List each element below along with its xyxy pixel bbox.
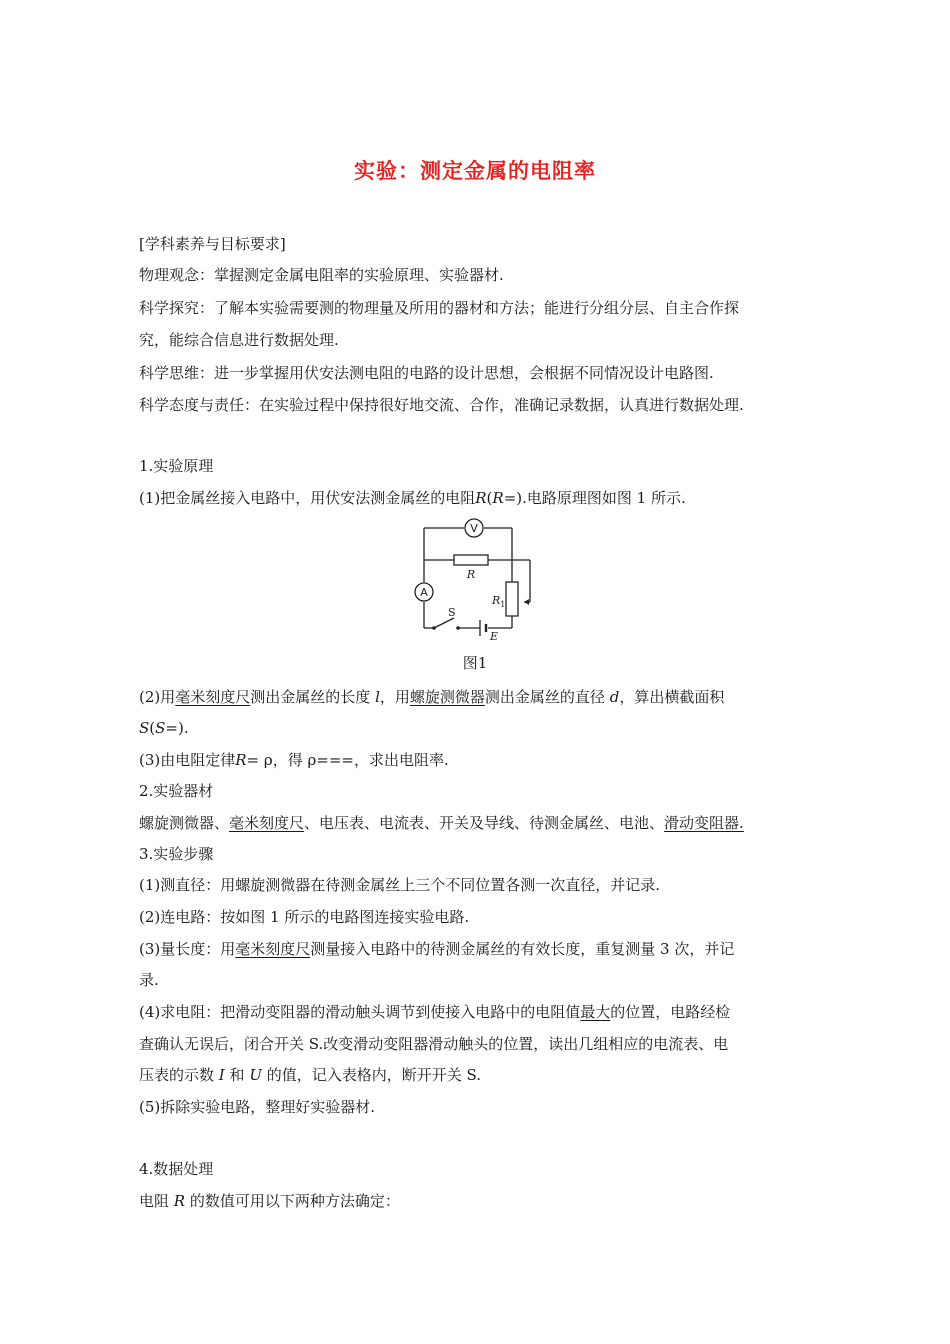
- step-3-cont: 录.: [139, 971, 159, 989]
- svg-text:A: A: [420, 586, 428, 599]
- figure-caption: 图1: [462, 654, 488, 672]
- switch-contact: [456, 626, 460, 630]
- switch-contact: [432, 626, 436, 630]
- principle-paragraph-1: (1)把金属丝接入电路中，用伏安法测金属丝的电阻R(R=).电路原理图如图 1 所示.: [139, 489, 686, 507]
- page-title: 实验：测定金属的电阻率: [354, 159, 596, 183]
- step-2: (2)连电路：按如图 1 所示的电路图连接实验电路.: [139, 908, 470, 926]
- resistor-label: R: [466, 568, 476, 581]
- goal-scientific-inquiry-cont: 究，能综合信息进行数据处理.: [139, 331, 339, 349]
- step-1: (1)测直径：用螺旋测微器在待测金属丝上三个不同位置各测一次直径，并记录.: [139, 876, 661, 894]
- rheostat-label: $R_1$: [492, 594, 506, 609]
- equipment-list: 螺旋测微器、毫米刻度尺、电压表、电流表、开关及导线、待测金属丝、电池、滑动变阻器.: [139, 814, 744, 832]
- step-4-cont: 查确认无误后，闭合开关 S.改变滑动变阻器滑动触头的位置，读出几组相应的电流表、电: [139, 1035, 729, 1053]
- data-processing-intro: 电阻 R 的数值可用以下两种方法确定：: [139, 1192, 400, 1210]
- principle-paragraph-2: (2)用毫米刻度尺测出金属丝的长度 l，用螺旋测微器测出金属丝的直径 d，算出横截面积: [139, 688, 725, 706]
- goals-header: [学科素养与目标要求]: [139, 235, 286, 253]
- rheostat-slider-arrow: [524, 599, 529, 605]
- goal-scientific-thinking: 科学思维：进一步掌握用伏安法测电阻的电路的设计思想，会根据不同情况设计电路图.: [139, 364, 714, 382]
- svg-text:V: V: [470, 522, 478, 535]
- step-5: (5)拆除实验电路，整理好实验器材.: [139, 1098, 376, 1116]
- switch-label: S: [448, 606, 456, 619]
- goal-attitude: 科学态度与责任：在实验过程中保持很好地交流、合作，准确记录数据，认真进行数据处理.: [139, 396, 744, 414]
- battery-label: E: [490, 630, 499, 643]
- step-4: (4)求电阻：把滑动变阻器的滑动触头调节到使接入电路中的电阻值最大的位置，电路经检: [139, 1003, 731, 1021]
- section-heading-data: 4.数据处理: [139, 1160, 214, 1178]
- section-heading-steps: 3.实验步骤: [139, 845, 214, 863]
- goal-physics-concept: 物理观念：掌握测定金属电阻率的实验原理、实验器材.: [139, 266, 504, 284]
- section-heading-equipment: 2.实验器材: [139, 782, 214, 800]
- section-heading-principle: 1.实验原理: [139, 457, 214, 475]
- step-3: (3)量长度：用毫米刻度尺测量接入电路中的待测金属丝的有效长度，重复测量 3 次，并记: [139, 940, 735, 958]
- step-4-cont-2: 压表的示数 I 和 U 的值，记入表格内，断开开关 S.: [139, 1066, 482, 1084]
- circuit-diagram: [412, 514, 542, 644]
- principle-paragraph-2-cont: S(S=).: [139, 719, 189, 737]
- goal-scientific-inquiry: 科学探究：了解本实验需要测的物理量及所用的器材和方法；能进行分组分层、自主合作探: [139, 299, 740, 317]
- principle-paragraph-3: (3)由电阻定律R= ρ，得 ρ===，求出电阻率.: [139, 751, 449, 769]
